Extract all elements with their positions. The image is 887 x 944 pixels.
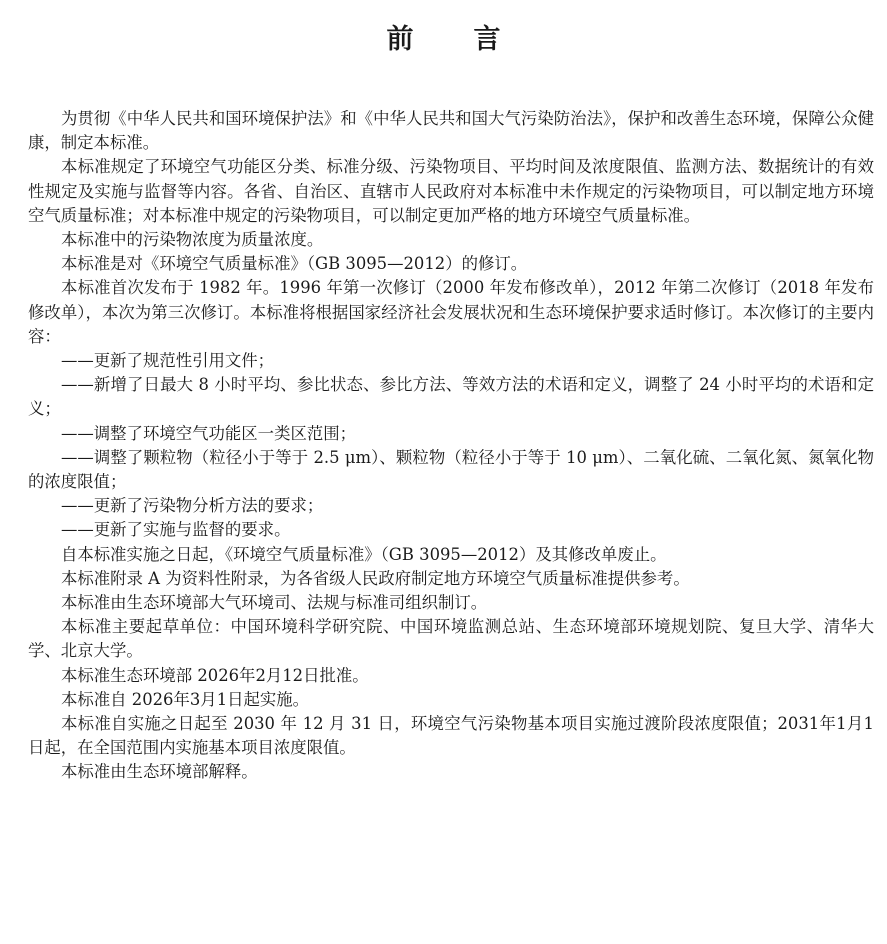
paragraph-transition: 本标准自实施之日起至 2030 年 12 月 31 日，环境空气污染物基本项目实施过渡阶段浓度限值；2031年1月1日起，在全国范围内实施基本项目浓度限值。 xyxy=(28,714,874,758)
list-item-revision-6: ——更新了实施与监督的要求。 xyxy=(61,520,291,540)
paragraph-abolish: 自本标准实施之日起，《环境空气质量标准》（GB 3095—2012）及其修改单废止。 xyxy=(61,544,667,564)
paragraph-organizer: 本标准由生态环境部大气环境司、法规与标准司组织制订。 xyxy=(61,593,488,613)
foreword-body xyxy=(28,107,874,785)
paragraph-history: 本标准首次发布于 1982 年。1996 年第一次修订（2000 年发布修改单），2012 年第二次修订（2018 年发布修改单），本次为第三次修订。本标准将根据国家经济社会发展状况和生态环境保护要求适时修订。本次修订的主要内容： xyxy=(28,278,874,346)
paragraph-purpose: 为贯彻《中华人民共和国环境保护法》和《中华人民共和国大气污染防治法》，保护和改善生态环境，保障公众健康，制定本标准。 xyxy=(28,109,874,153)
list-item-revision-4: ——调整了颗粒物（粒径小于等于 2.5 μm）、颗粒物（粒径小于等于 10 μm）、二氧化硫、二氧化氮、氮氧化物的浓度限值； xyxy=(28,447,874,492)
list-item-revision-5: ——更新了污染物分析方法的要求； xyxy=(61,496,324,516)
list-item-revision-3: ——调整了环境空气功能区一类区范围； xyxy=(61,423,357,443)
paragraph-drafters: 本标准主要起草单位：中国环境科学研究院、中国环境监测总站、生态环境部环境规划院、复旦大学、清华大学、北京大学。 xyxy=(28,617,874,661)
list-item-revision-2: ——新增了日最大 8 小时平均、参比状态、参比方法、等效方法的术语和定义，调整了 24 小时平均的术语和定义； xyxy=(28,375,874,419)
page-title xyxy=(0,22,887,58)
paragraph-concentration: 本标准中的污染物浓度为质量浓度。 xyxy=(61,230,324,250)
paragraph-approval: 本标准生态环境部 2026年2月12日批准。 xyxy=(61,665,369,685)
paragraph-effective: 本标准自 2026年3月1日起实施。 xyxy=(61,689,310,709)
paragraph-revision-of: 本标准是对《环境空气质量标准》（GB 3095—2012）的修订。 xyxy=(61,254,528,274)
list-item-revision-1: ——更新了规范性引用文件； xyxy=(61,351,275,371)
paragraph-interpretation: 本标准由生态环境部解释。 xyxy=(61,762,258,782)
paragraph-appendix: 本标准附录 A 为资料性附录，为各省级人民政府制定地方环境空气质量标准提供参考。 xyxy=(61,568,690,588)
page-title-char-1: 前 xyxy=(386,24,414,55)
paragraph-scope: 本标准规定了环境空气功能区分类、标准分级、污染物项目、平均时间及浓度限值、监测方法、数据统计的有效性规定及实施与监督等内容。各省、自治区、直辖市人民政府对本标准中未作规定的污染物项目，可以制定地方环境空气质量标准；对本标准中规定的污染物项目，可以制定更加严格的地方环境空气质量标准。 xyxy=(28,157,874,225)
page-title-char-2: 言 xyxy=(473,24,501,55)
